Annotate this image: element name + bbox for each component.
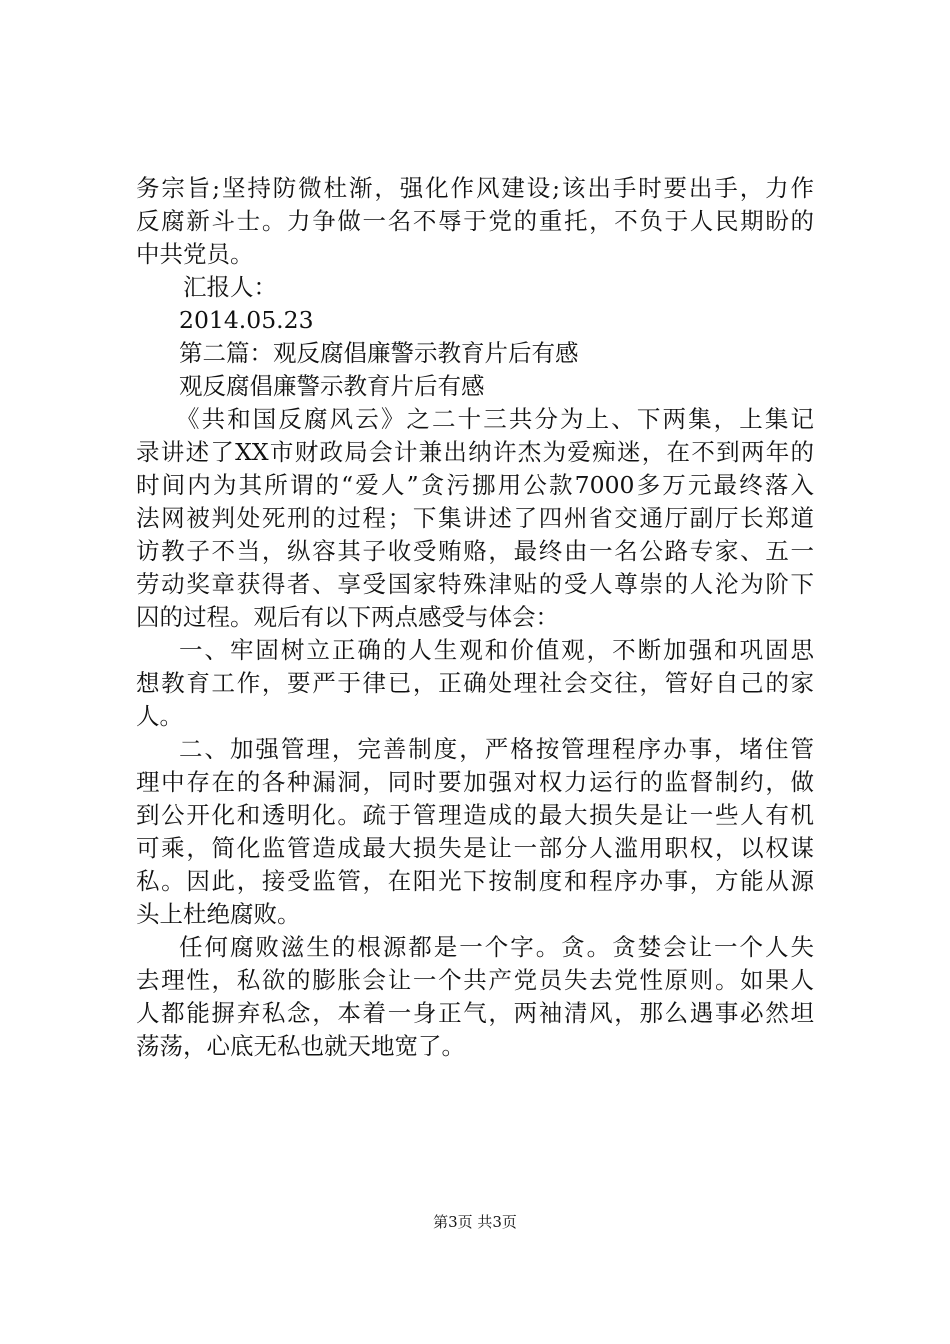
page-number-footer: 第3页 共3页 [433, 1213, 517, 1231]
text-line: 去理性，私欲的膨胀会让一个共产党员失去党性原则。如果人 [136, 966, 814, 994]
text-line: 可乘，简化监管造成最大损失是让一部分人滥用职权，以权谋 [136, 834, 814, 862]
text-line: 理中存在的各种漏洞，同时要加强对权力运行的监督制约，做 [136, 768, 814, 796]
section-heading: 第二篇：观反腐倡廉警示教育片后有感 [179, 339, 579, 367]
text-line: 二、加强管理，完善制度，严格按管理程序办事，堵住管 [179, 735, 814, 763]
text-line: 录讲述了XX市财政局会计兼出纳许杰为爱痴迷，在不到两年的 [136, 438, 814, 466]
text-line: 一、牢固树立正确的人生观和价值观，不断加强和巩固思 [179, 636, 814, 664]
text-line: 反腐新斗士。力争做一名不辱于党的重托，不负于人民期盼的 [136, 207, 814, 235]
text-line: 私。因此，接受监管，在阳光下按制度和程序办事，方能从源 [136, 867, 814, 895]
text-line: 囚的过程。观后有以下两点感受与体会： [136, 603, 559, 631]
text-line: 时间内为其所谓的“爱人”贪污挪用公款7000多万元最终落入 [136, 471, 814, 499]
text-line: 访教子不当，纵容其子收受贿赂，最终由一名公路专家、五一 [136, 537, 814, 565]
text-line: 人。 [136, 702, 183, 730]
text-line: 头上杜绝腐败。 [136, 900, 301, 928]
text-line: 任何腐败滋生的根源都是一个字。贪。贪婪会让一个人失 [179, 933, 814, 961]
text-line: 到公开化和透明化。疏于管理造成的最大损失是让一些人有机 [136, 801, 814, 829]
text-line: 务宗旨;坚持防微杜渐，强化作风建设;该出手时要出手，力作 [136, 174, 814, 202]
reporter-label: 汇报人： [183, 273, 277, 301]
text-line: 法网被判处死刑的过程；下集讲述了四州省交通厅副厅长郑道 [136, 504, 814, 532]
text-line: 人都能摒弃私念，本着一身正气，两袖清风，那么遇事必然坦 [136, 999, 814, 1027]
report-date: 2014.05.23 [179, 306, 314, 334]
document-body [136, 172, 814, 1063]
text-line: 荡荡，心底无私也就天地宽了。 [136, 1032, 465, 1060]
text-line: 《共和国反腐风云》之二十三共分为上、下两集，上集记 [176, 405, 814, 433]
article-title: 观反腐倡廉警示教育片后有感 [179, 372, 485, 400]
text-line: 劳动奖章获得者、享受国家特殊津贴的受人尊崇的人沦为阶下 [136, 570, 814, 598]
text-line: 想教育工作，要严于律已，正确处理社会交往，管好自己的家 [136, 669, 814, 697]
text-line: 中共党员。 [136, 240, 254, 268]
